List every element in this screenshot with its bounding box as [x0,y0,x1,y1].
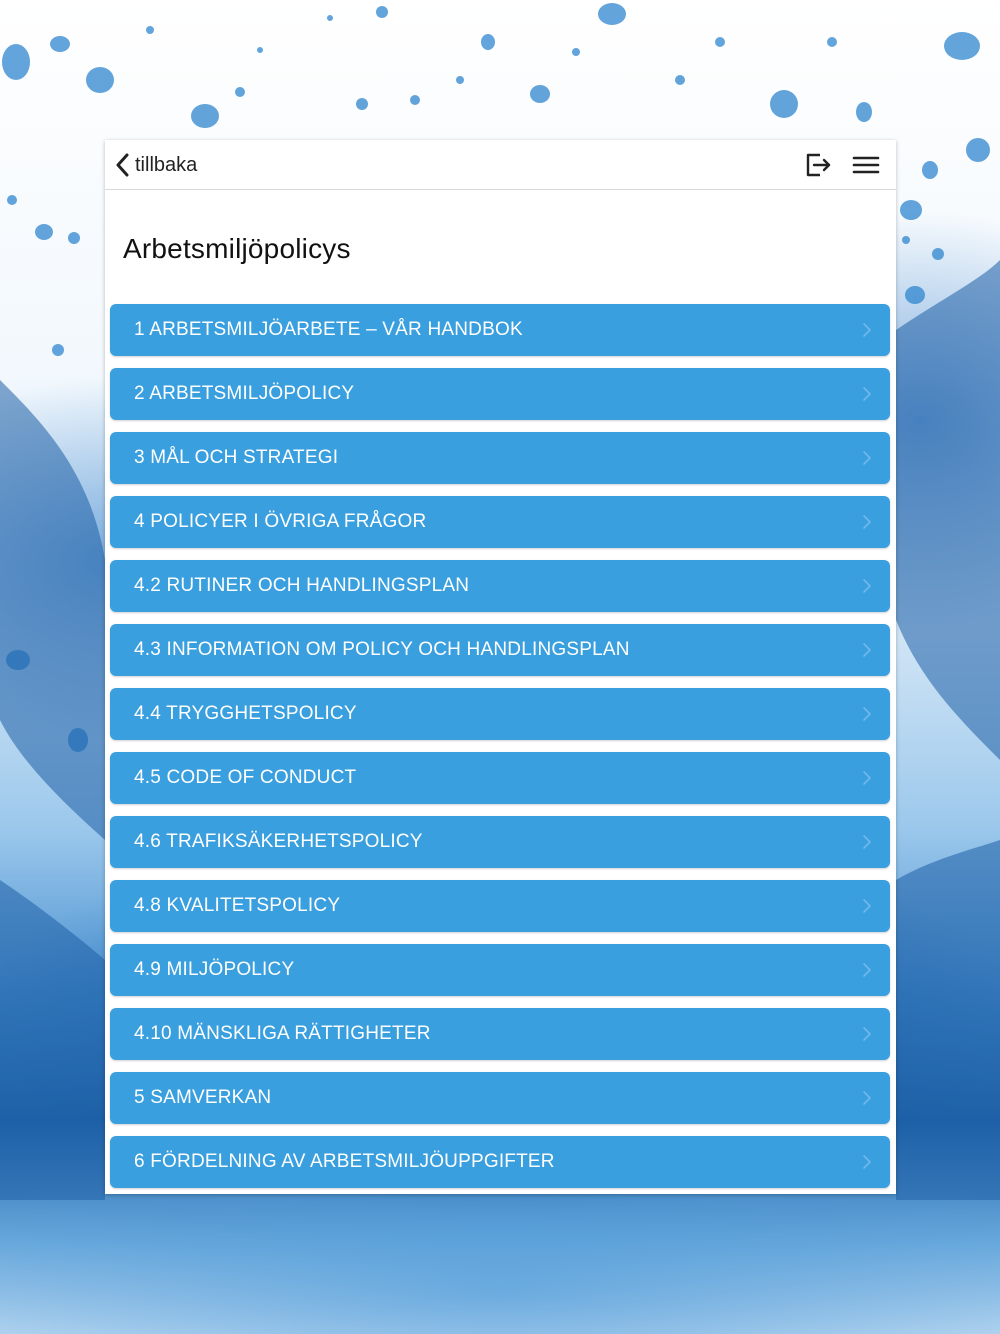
chevron-right-icon [862,898,872,914]
list-item-label: 4.3 INFORMATION OM POLICY OCH HANDLINGSPLAN [134,639,630,660]
logout-button[interactable] [803,151,833,179]
hamburger-menu-icon [852,154,880,176]
chevron-right-icon [862,1154,872,1170]
list-item-4-3-information[interactable] [110,624,890,676]
list-item-1-arbetsmiljoarbete[interactable] [110,304,890,356]
chevron-left-icon [115,153,131,177]
list-item-label: 4 POLICYER I ÖVRIGA FRÅGOR [134,511,427,532]
list-item-label: 3 MÅL OCH STRATEGI [134,447,339,468]
chevron-right-icon [862,578,872,594]
list-item-label: 4.4 TRYGGHETSPOLICY [134,703,357,724]
logout-icon [804,152,832,178]
chevron-right-icon [862,450,872,466]
list-item-2-arbetsmiljopolicy[interactable] [110,368,890,420]
list-item-label: 4.2 RUTINER OCH HANDLINGSPLAN [134,575,470,596]
list-item-label: 4.5 CODE OF CONDUCT [134,767,357,788]
chevron-right-icon [862,834,872,850]
list-item-label: 1 ARBETSMILJÖARBETE – VÅR HANDBOK [134,319,523,340]
chevron-right-icon [862,1090,872,1106]
list-item-3-mal-och-strategi[interactable] [110,432,890,484]
back-button[interactable] [115,151,197,179]
chevron-right-icon [862,386,872,402]
list-item-4-5-code-of-conduct[interactable] [110,752,890,804]
list-item-label: 5 SAMVERKAN [134,1087,272,1108]
list-item-4-8-kvalitetspolicy[interactable] [110,880,890,932]
list-item-label: 4.10 MÄNSKLIGA RÄTTIGHETER [134,1023,431,1044]
list-item-4-policyer[interactable] [110,496,890,548]
list-item-4-9-miljopolicy[interactable] [110,944,890,996]
list-item-label: 4.6 TRAFIKSÄKERHETSPOLICY [134,831,423,852]
list-item-label: 4.9 MILJÖPOLICY [134,959,295,980]
back-label: tillbaka [135,153,198,176]
policy-list [110,304,890,1200]
chevron-right-icon [862,962,872,978]
list-item-4-2-rutiner[interactable] [110,560,890,612]
chevron-right-icon [862,642,872,658]
list-item-label: 2 ARBETSMILJÖPOLICY [134,383,355,404]
chevron-right-icon [862,322,872,338]
content-panel [105,140,896,1194]
menu-button[interactable] [851,151,881,179]
chevron-right-icon [862,706,872,722]
chevron-right-icon [862,770,872,786]
top-navigation-bar [105,140,896,190]
list-item-4-6-trafiksakerhetspolicy[interactable] [110,816,890,868]
list-item-label: 6 FÖRDELNING AV ARBETSMILJÖUPPGIFTER [134,1151,555,1172]
list-item-5-samverkan[interactable] [110,1072,890,1124]
list-item-6-fordelning[interactable] [110,1136,890,1188]
chevron-right-icon [862,1026,872,1042]
list-item-4-4-trygghetspolicy[interactable] [110,688,890,740]
chevron-right-icon [862,514,872,530]
list-item-label: 4.8 KVALITETSPOLICY [134,895,341,916]
list-item-4-10-manskliga-rattigheter[interactable] [110,1008,890,1060]
page-title: Arbetsmiljöpolicys [123,233,351,264]
